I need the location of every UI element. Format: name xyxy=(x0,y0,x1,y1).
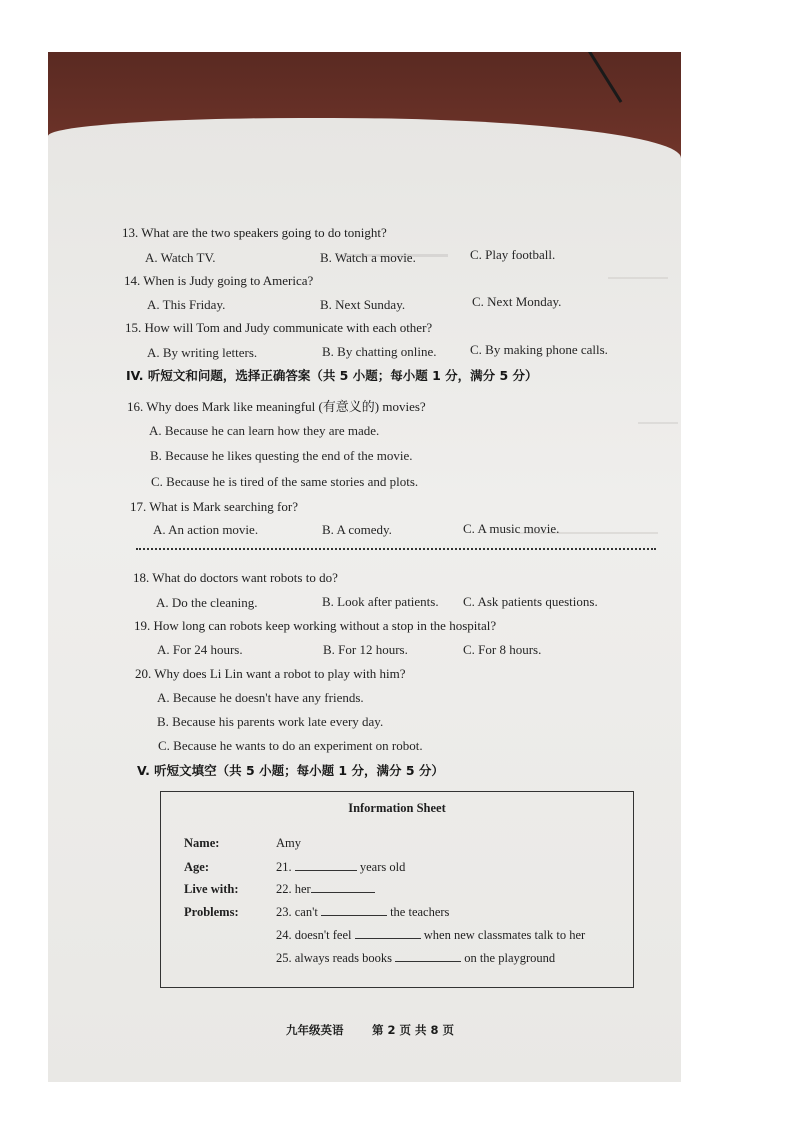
question-16: 16. Why does Mark like meaningful (有意义的) movies? xyxy=(127,399,426,414)
bleed-through-mark xyxy=(608,267,668,279)
question-14: 14. When is Judy going to America? xyxy=(124,273,314,288)
problem-24-row xyxy=(276,928,585,943)
question-17: 17. What is Mark searching for? xyxy=(130,499,298,514)
option-17a: A. An action movie. xyxy=(153,522,259,537)
question-13: 13. What are the two speakers going to do tonight? xyxy=(122,225,387,240)
section-v-heading: V. 听短文填空（共 5 小题；每小题 1 分，满分 5 分） xyxy=(137,763,444,778)
age-number: 21. xyxy=(276,860,292,874)
option-17b: B. A comedy. xyxy=(322,522,392,537)
option-16a: A. Because he can learn how they are made. xyxy=(149,423,380,438)
option-15a: A. By writing letters. xyxy=(147,345,258,360)
problems-label: Problems: xyxy=(184,905,239,919)
problem-25-prefix: 25. always reads books xyxy=(276,951,392,965)
question-20: 20. Why does Li Lin want a robot to play with him? xyxy=(135,666,406,681)
option-18a: A. Do the cleaning. xyxy=(156,595,258,610)
option-20b: B. Because his parents work late every day. xyxy=(157,714,384,729)
footer-page-number: 第 2 页 共 8 页 xyxy=(372,1023,455,1037)
answer-blank-25[interactable] xyxy=(395,961,461,962)
live-with-label: Live with: xyxy=(184,882,239,896)
answer-blank-24[interactable] xyxy=(355,938,421,939)
section-iv-heading: IV. 听短文和问题，选择正确答案（共 5 小题；每小题 1 分，满分 5 分） xyxy=(126,368,538,383)
question-18: 18. What do doctors want robots to do? xyxy=(133,570,338,585)
option-19c: C. For 8 hours. xyxy=(463,642,542,657)
option-17c: C. A music movie. xyxy=(463,521,560,536)
option-19b: B. For 12 hours. xyxy=(323,642,408,657)
option-19a: A. For 24 hours. xyxy=(157,642,243,657)
problem-24-suffix: when new classmates talk to her xyxy=(423,928,586,942)
option-16b: B. Because he likes questing the end of the movie. xyxy=(150,448,413,463)
option-14b: B. Next Sunday. xyxy=(320,297,406,312)
option-20c: C. Because he wants to do an experiment on robot. xyxy=(158,738,423,753)
live-with-row xyxy=(276,882,375,897)
problem-25-row xyxy=(276,951,555,966)
name-value: Amy xyxy=(276,836,301,850)
question-19: 19. How long can robots keep working without a stop in the hospital? xyxy=(134,618,497,633)
option-15c: C. By making phone calls. xyxy=(470,342,608,357)
problem-23-suffix: the teachers xyxy=(390,905,450,919)
option-14c: C. Next Monday. xyxy=(472,294,562,309)
problem-25-suffix: on the playground xyxy=(464,951,556,965)
section-divider xyxy=(136,548,656,550)
problem-24-prefix: 24. doesn't feel xyxy=(276,928,352,942)
age-suffix: years old xyxy=(359,860,406,874)
information-sheet xyxy=(160,791,634,988)
age-label: Age: xyxy=(184,860,209,874)
option-18b: B. Look after patients. xyxy=(322,594,439,609)
option-15b: B. By chatting online. xyxy=(322,344,437,359)
option-13c: C. Play football. xyxy=(470,247,556,262)
option-14a: A. This Friday. xyxy=(147,297,226,312)
option-16c: C. Because he is tired of the same stories and plots. xyxy=(151,474,419,489)
option-18c: C. Ask patients questions. xyxy=(463,594,598,609)
answer-blank-23[interactable] xyxy=(321,915,387,916)
bleed-through-mark xyxy=(638,412,678,424)
problem-23-prefix: 23. can't xyxy=(276,905,318,919)
footer-subject: 九年级英语 xyxy=(286,1023,344,1037)
question-15: 15. How will Tom and Judy communicate with each other? xyxy=(125,320,433,335)
answer-blank-22[interactable] xyxy=(311,892,375,893)
answer-blank-21[interactable] xyxy=(295,870,357,871)
name-label: Name: xyxy=(184,836,220,850)
option-13a: A. Watch TV. xyxy=(145,250,216,265)
sheet-title: Information Sheet xyxy=(348,801,446,815)
option-20a: A. Because he doesn't have any friends. xyxy=(157,690,364,705)
problem-23-row xyxy=(276,905,449,920)
option-13b: B. Watch a movie. xyxy=(320,250,416,265)
age-row xyxy=(276,860,405,875)
live-with-prefix: 22. her xyxy=(276,882,311,896)
